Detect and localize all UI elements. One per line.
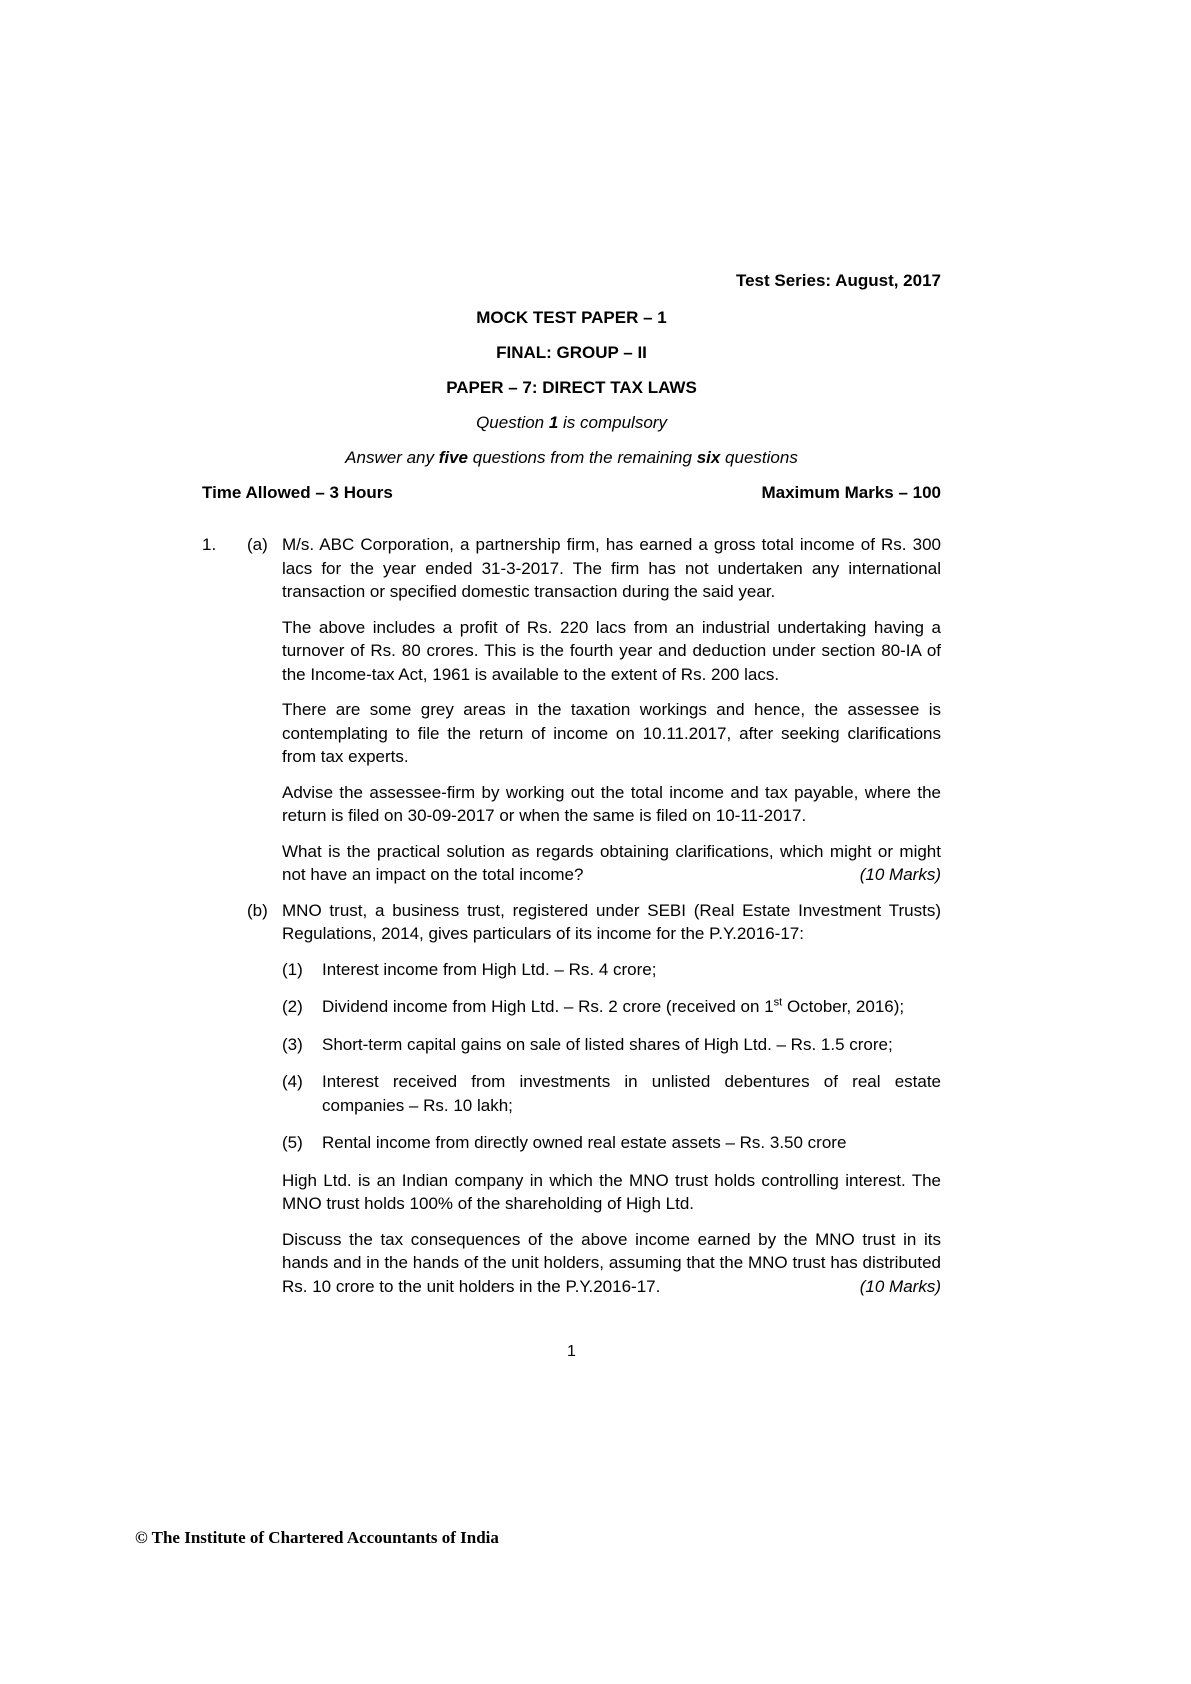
paper-title: PAPER – 7: DIRECT TAX LAWS [446, 378, 697, 397]
allocation-row [202, 482, 941, 503]
item-text-2-superscript: st [773, 996, 783, 1009]
question-part-b [202, 899, 941, 1311]
doc-subtitle: FINAL: GROUP – II [496, 343, 647, 362]
item-text-5: Rental income from directly owned real estate assets – Rs. 3.50 crore [322, 1133, 847, 1152]
item-number-3: (3) [282, 1034, 303, 1054]
doc-title: MOCK TEST PAPER – 1 [476, 308, 667, 327]
paragraph-b-intro: MNO trust, a business trust, registered under SEBI (Real Estate Investment Trusts) Regulations, 2014, gives particulars of its income for the P.Y.2016-17: [282, 900, 941, 943]
answer-note [202, 447, 941, 468]
item-text-3: Short-term capital gains on sale of listed shares of High Ltd. – Rs. 1.5 crore; [322, 1034, 893, 1054]
question-number: 1. [202, 535, 217, 554]
item-number-5: (5) [282, 1133, 303, 1152]
item-number-1: (1) [282, 959, 303, 979]
item-text-2 [322, 995, 941, 1019]
test-series: Test Series: August, 2017 [735, 271, 941, 290]
compulsory-note-pre: Question [476, 413, 549, 432]
part-a-body [282, 533, 941, 899]
part-a-label: (a) [247, 535, 268, 554]
compulsory-note-bold: 1 [548, 413, 559, 432]
page-number: 1 [567, 1343, 576, 1360]
marks-label-b: (10 Marks) [852, 1275, 941, 1299]
item-text-2-pre: Dividend income from High Ltd. – Rs. 2 crore (received on 1 [322, 997, 774, 1016]
paragraph-b3 [282, 1228, 941, 1299]
answer-note-mid: questions from the remaining [468, 448, 697, 467]
list-item-1 [282, 958, 941, 982]
list-item-4 [282, 1070, 941, 1117]
paragraph-a5-text: What is the practical solution as regards obtaining clarifications, which might or might not have an impact on the total income? [282, 841, 941, 884]
income-items-list [282, 958, 941, 1155]
paragraph-a2: The above includes a profit of Rs. 220 lacs from an industrial undertaking having a turnover of Rs. 80 crores. This is the fourth year and deduction under section 80-IA of the Income-tax Act, 1961 is available to the extent of Rs. 200 lacs. [282, 617, 941, 684]
maximum-marks: Maximum Marks – 100 [761, 483, 941, 502]
paragraph-a5 [282, 840, 941, 887]
item-text-4: Interest received from investments in unlisted debentures of real estate companies – Rs. 10 lakh; [322, 1072, 941, 1115]
compulsory-note-post: is compulsory [558, 413, 667, 432]
paragraph-b3-text: Discuss the tax consequences of the above income earned by the MNO trust in its hands and in the hands of the unit holders, assuming that the MNO trust has distributed Rs. 10 crore to the unit holders in the P.Y.2016-17. [282, 1229, 941, 1296]
paragraph-a4: Advise the assessee-firm by working out the total income and tax payable, where the return is filed on 30-09-2017 or when the same is filed on 10-11-2017. [282, 782, 941, 825]
time-allowed: Time Allowed – 3 Hours [202, 483, 393, 502]
answer-note-pre: Answer any [345, 448, 439, 467]
part-b-label: (b) [247, 900, 268, 920]
compulsory-note [202, 412, 941, 433]
list-item-2 [282, 995, 941, 1019]
list-item-5 [282, 1131, 941, 1155]
question-1 [202, 533, 941, 1310]
question-part-a [202, 533, 941, 899]
list-item-3 [282, 1033, 941, 1057]
item-number-2: (2) [282, 997, 303, 1016]
footer-copyright: © The Institute of Chartered Accountants of India [135, 1528, 499, 1547]
answer-note-bold1: five [438, 448, 469, 467]
item-text-1: Interest income from High Ltd. – Rs. 4 crore; [322, 959, 657, 979]
document-content [202, 270, 941, 1310]
answer-note-bold2: six [696, 448, 721, 467]
item-text-2-post: October, 2016); [782, 997, 905, 1016]
item-number-4: (4) [282, 1072, 303, 1091]
paragraph-a1: M/s. ABC Corporation, a partnership firm, has earned a gross total income of Rs. 300 lacs for the year ended 31-3-2017. The firm has not undertaken any international transaction or specified domestic transaction during the said year. [282, 535, 941, 601]
marks-label-a: (10 Marks) [852, 863, 941, 887]
part-b-body [282, 899, 941, 1311]
paragraph-b2: High Ltd. is an Indian company in which the MNO trust holds controlling interest. The MNO trust holds 100% of the shareholding of High Ltd. [282, 1170, 941, 1213]
paragraph-a3: There are some grey areas in the taxation workings and hence, the assessee is contemplating to file the return of income on 10.11.2017, after seeking clarifications from tax experts. [282, 700, 941, 766]
answer-note-post: questions [720, 448, 798, 467]
